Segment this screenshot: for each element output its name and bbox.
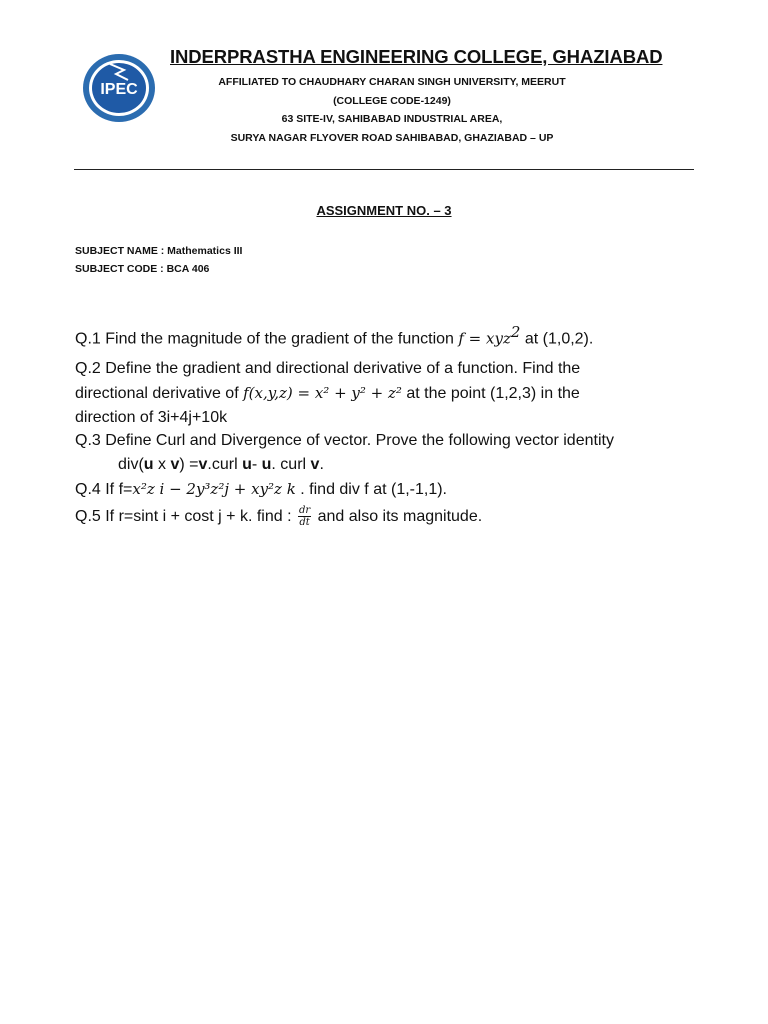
address-line-2: SURYA NAGAR FLYOVER ROAD SAHIBABAD, GHAZIABAD – UP — [230, 132, 554, 144]
q1-formula: f = xyz — [458, 329, 511, 348]
question-4: Q.4 If f=x²z i − 2y³z²j + xy²z k . find div f at (1,-1,1). — [75, 480, 447, 498]
dr-dt-fraction: $\frac{dr}{dt}$ — [298, 505, 311, 529]
question-2: Q.2 Define the gradient and directional derivative of a function. Find the directional derivative of f(x,y,z) = x² + y² + z² at the point (1,2,3) in the direction of 3i+4j+10k — [75, 360, 581, 426]
q4-formula: x²z i − 2y³z²j + xy²z k — [132, 480, 296, 498]
affiliation-line: AFFILIATED TO CHAUDHARY CHARAN SINGH UNIVERSITY, MEERUT — [218, 76, 566, 88]
question-5: Q.5 If r=sint i + cost j + k. find : $\frac{dr}{dt}$ and also its magnitude. — [75, 505, 483, 529]
question-3-identity: div(u x v) =v.curl u- u. curl v. — [118, 456, 324, 473]
assignment-title: ASSIGNMENT NO. – 3 — [316, 203, 452, 218]
q2-formula: f(x,y,z) = x² + y² + z² — [243, 384, 402, 402]
college-code: (COLLEGE CODE-1249) — [333, 95, 451, 107]
subject-name: SUBJECT NAME : Mathematics III — [75, 245, 243, 257]
question-3: Q.3 Define Curl and Divergence of vector. Prove the following vector identity — [75, 432, 614, 449]
logo-text: IPEC — [100, 81, 138, 98]
college-name: INDERPRASTHA ENGINEERING COLLEGE, GHAZIABAD — [170, 46, 663, 67]
question-1: Q.1 Find the magnitude of the gradient of the function f = xyz$^2$ at (1,0,2). — [75, 323, 594, 348]
header-divider — [74, 169, 694, 170]
address-line-1: 63 SITE-IV, SAHIBABAD INDUSTRIAL AREA, — [281, 113, 503, 125]
subject-code: SUBJECT CODE : BCA 406 — [75, 263, 210, 275]
college-logo — [80, 50, 158, 126]
